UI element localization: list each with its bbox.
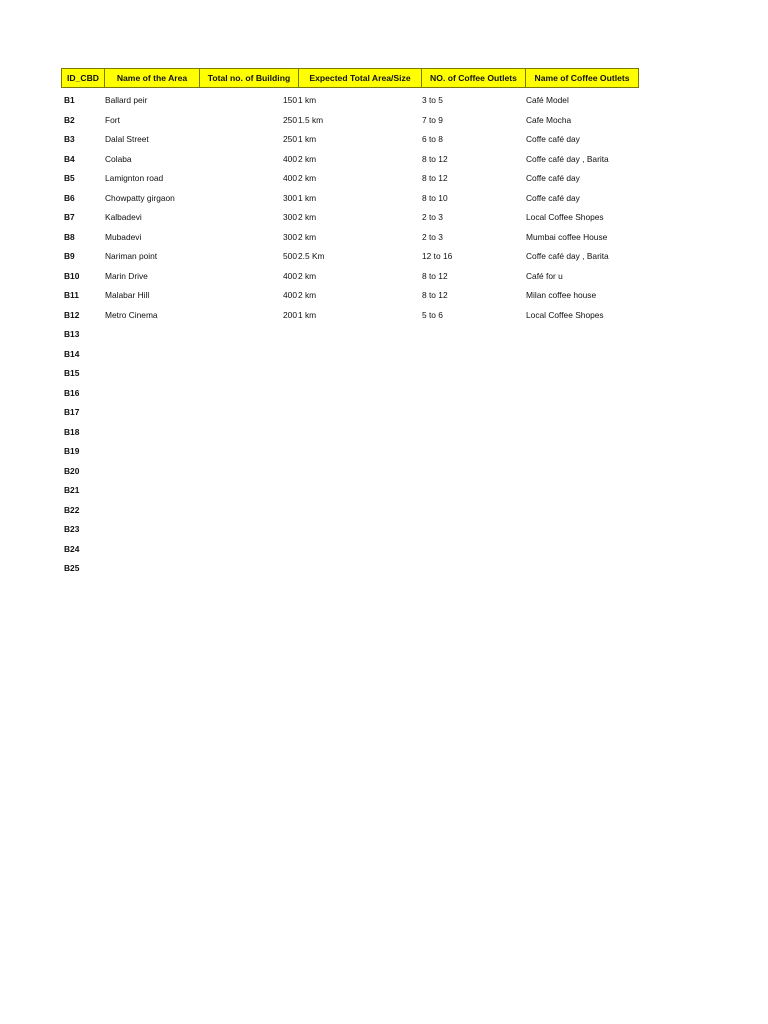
table-row (61, 559, 639, 579)
cell-expected-size: 2 km (298, 153, 317, 164)
table-body (61, 91, 639, 579)
spreadsheet-table (61, 68, 639, 579)
cell-area-name: Marin Drive (105, 270, 148, 281)
cell-total-buildings: 400 (283, 153, 297, 164)
cell-coffee-outlet-count (421, 501, 525, 521)
cell-expected-size (298, 423, 421, 443)
cell-id: B9 (64, 251, 75, 261)
cell-id: B15 (64, 368, 80, 378)
cell-total-buildings (199, 345, 298, 365)
cell-expected-size (298, 520, 421, 540)
cell-id: B24 (64, 543, 80, 554)
cell-area-name (104, 403, 199, 423)
cell-coffee-outlet-names: Coffe café day (526, 192, 580, 203)
cell-coffee-outlet-names (525, 345, 639, 365)
cell-coffee-outlet-count: 3 to 5 (422, 95, 443, 105)
table-row (61, 208, 639, 228)
cell-area-name: Chowpatty girgaon (105, 192, 175, 203)
cell-id: B2 (64, 114, 75, 125)
cell-area-name: Ballard peir (105, 95, 148, 105)
cell-coffee-outlet-names (525, 501, 639, 521)
table-row (61, 306, 639, 326)
cell-coffee-outlet-count: 7 to 9 (422, 114, 443, 125)
table-row (61, 150, 639, 170)
cell-area-name: Fort (105, 114, 120, 125)
cell-area-name: Malabar Hill (105, 290, 150, 300)
cell-coffee-outlet-names: Coffe café day (526, 134, 580, 144)
cell-coffee-outlet-names (525, 559, 639, 579)
cell-coffee-outlet-names (525, 462, 639, 482)
cell-expected-size (298, 462, 421, 482)
cell-area-name (104, 559, 199, 579)
cell-coffee-outlet-count: 8 to 12 (422, 270, 448, 281)
cell-total-buildings (199, 325, 298, 345)
cell-area-name: Dalal Street (105, 134, 149, 144)
header-coffee-outlet-count: NO. of Coffee Outlets (421, 69, 525, 87)
cell-area-name: Metro Cinema (105, 309, 158, 320)
cell-total-buildings (199, 501, 298, 521)
cell-id: B14 (64, 348, 80, 359)
cell-coffee-outlet-names (525, 481, 639, 501)
table-row (61, 286, 639, 306)
cell-total-buildings (199, 520, 298, 540)
cell-total-buildings: 400 (283, 173, 297, 183)
cell-coffee-outlet-count: 5 to 6 (422, 309, 443, 320)
cell-id: B11 (64, 290, 79, 300)
cell-area-name (104, 442, 199, 462)
table-row (61, 345, 639, 365)
table-row (61, 91, 639, 111)
cell-total-buildings: 300 (283, 192, 297, 203)
cell-coffee-outlet-count (421, 559, 525, 579)
header-area-name: Name of the Area (104, 69, 199, 87)
cell-expected-size: 2 km (298, 290, 317, 300)
table-row (61, 267, 639, 287)
cell-area-name (104, 384, 199, 404)
header-expected-area-size: Expected Total Area/Size (298, 69, 421, 87)
cell-coffee-outlet-names (525, 384, 639, 404)
cell-expected-size: 2.5 Km (298, 251, 325, 261)
cell-coffee-outlet-count (421, 520, 525, 540)
header-coffee-outlet-names: Name of Coffee Outlets (525, 69, 639, 87)
cell-expected-size (298, 364, 421, 384)
table-row (61, 423, 639, 443)
cell-expected-size (298, 345, 421, 365)
table-row (61, 442, 639, 462)
cell-coffee-outlet-names: Coffe café day (526, 173, 580, 183)
cell-coffee-outlet-count (421, 462, 525, 482)
cell-total-buildings: 300 (283, 212, 297, 222)
cell-total-buildings: 150 (283, 95, 297, 105)
cell-area-name (104, 540, 199, 560)
cell-coffee-outlet-names (525, 423, 639, 443)
cell-expected-size: 2 km (298, 173, 317, 183)
cell-total-buildings (199, 423, 298, 443)
cell-coffee-outlet-count: 8 to 10 (422, 192, 448, 203)
cell-total-buildings (199, 540, 298, 560)
cell-coffee-outlet-count (421, 364, 525, 384)
table-header-row (61, 68, 639, 88)
table-row (61, 111, 639, 131)
cell-expected-size: 2 km (298, 212, 317, 222)
cell-total-buildings: 400 (283, 290, 297, 300)
cell-area-name: Lamignton road (105, 173, 164, 183)
cell-area-name (104, 520, 199, 540)
cell-id: B23 (64, 524, 80, 534)
table-row (61, 481, 639, 501)
cell-total-buildings (199, 403, 298, 423)
cell-expected-size: 2 km (298, 270, 317, 281)
table-row (61, 130, 639, 150)
cell-expected-size: 1 km (298, 134, 317, 144)
cell-area-name: Kalbadevi (105, 212, 142, 222)
cell-id: B13 (64, 329, 80, 339)
cell-total-buildings (199, 481, 298, 501)
cell-coffee-outlet-count (421, 325, 525, 345)
cell-area-name: Colaba (105, 153, 132, 164)
table-row (61, 247, 639, 267)
cell-coffee-outlet-count (421, 345, 525, 365)
table-row (61, 462, 639, 482)
cell-area-name (104, 462, 199, 482)
cell-expected-size: 1.5 km (298, 114, 324, 125)
cell-coffee-outlet-names (525, 364, 639, 384)
table-row (61, 403, 639, 423)
cell-id: B6 (64, 192, 75, 203)
cell-coffee-outlet-count: 8 to 12 (422, 173, 448, 183)
cell-coffee-outlet-names: Mumbai coffee House (526, 231, 608, 242)
cell-coffee-outlet-count (421, 540, 525, 560)
table-row (61, 228, 639, 248)
cell-total-buildings: 250 (283, 114, 297, 125)
cell-expected-size (298, 540, 421, 560)
cell-expected-size: 1 km (298, 192, 317, 203)
table-row (61, 189, 639, 209)
cell-area-name (104, 345, 199, 365)
cell-expected-size (298, 559, 421, 579)
cell-coffee-outlet-count: 8 to 12 (422, 290, 448, 300)
cell-coffee-outlet-names (525, 520, 639, 540)
cell-area-name (104, 423, 199, 443)
cell-id: B22 (64, 504, 80, 515)
cell-total-buildings (199, 364, 298, 384)
header-id-cbd: ID_CBD (61, 69, 104, 87)
cell-coffee-outlet-count: 12 to 16 (422, 251, 453, 261)
cell-coffee-outlet-count: 2 to 3 (422, 231, 443, 242)
cell-total-buildings (199, 559, 298, 579)
cell-coffee-outlet-names (525, 442, 639, 462)
cell-id: B4 (64, 153, 75, 164)
cell-total-buildings: 200 (283, 309, 297, 320)
cell-total-buildings: 500 (283, 251, 297, 261)
cell-id: B25 (64, 563, 80, 573)
cell-coffee-outlet-count: 6 to 8 (422, 134, 443, 144)
cell-coffee-outlet-names: Cafe Mocha (526, 114, 572, 125)
cell-id: B1 (64, 95, 75, 105)
cell-expected-size: 1 km (298, 95, 317, 105)
cell-area-name (104, 501, 199, 521)
cell-coffee-outlet-count (421, 442, 525, 462)
header-total-buildings: Total no. of Building (199, 69, 298, 87)
cell-id: B19 (64, 446, 80, 456)
cell-expected-size (298, 481, 421, 501)
cell-expected-size (298, 442, 421, 462)
cell-total-buildings (199, 442, 298, 462)
cell-total-buildings: 250 (283, 134, 297, 144)
table-row (61, 501, 639, 521)
cell-id: B3 (64, 134, 75, 144)
cell-coffee-outlet-count (421, 423, 525, 443)
cell-id: B17 (64, 407, 80, 417)
cell-id: B21 (64, 485, 80, 495)
cell-id: B16 (64, 387, 80, 398)
cell-id: B8 (64, 231, 75, 242)
cell-id: B7 (64, 212, 75, 222)
table-row (61, 520, 639, 540)
cell-expected-size: 2 km (298, 231, 317, 242)
cell-coffee-outlet-names: Coffe café day , Barita (526, 153, 609, 164)
cell-expected-size: 1 km (298, 309, 317, 320)
cell-coffee-outlet-count (421, 481, 525, 501)
cell-coffee-outlet-count (421, 403, 525, 423)
cell-coffee-outlet-count: 8 to 12 (422, 153, 448, 164)
cell-coffee-outlet-names: Local Coffee Shopes (526, 309, 604, 320)
cell-coffee-outlet-names: Café Model (526, 95, 569, 105)
table-row (61, 169, 639, 189)
table-row (61, 540, 639, 560)
cell-id: B10 (64, 270, 80, 281)
cell-coffee-outlet-count: 2 to 3 (422, 212, 443, 222)
cell-area-name: Nariman point (105, 251, 158, 261)
cell-area-name: Mubadevi (105, 231, 142, 242)
cell-area-name (104, 364, 199, 384)
cell-area-name (104, 325, 199, 345)
cell-expected-size (298, 325, 421, 345)
table-row (61, 384, 639, 404)
cell-expected-size (298, 384, 421, 404)
cell-total-buildings (199, 384, 298, 404)
cell-expected-size (298, 501, 421, 521)
cell-coffee-outlet-names: Coffe café day , Barita (526, 251, 609, 261)
cell-coffee-outlet-names (525, 403, 639, 423)
cell-coffee-outlet-count (421, 384, 525, 404)
cell-coffee-outlet-names (525, 325, 639, 345)
cell-id: B5 (64, 173, 75, 183)
cell-id: B18 (64, 426, 80, 437)
cell-coffee-outlet-names: Milan coffee house (526, 290, 597, 300)
cell-total-buildings (199, 462, 298, 482)
cell-coffee-outlet-names: Local Coffee Shopes (526, 212, 604, 222)
table-row (61, 325, 639, 345)
cell-coffee-outlet-names (525, 540, 639, 560)
cell-id: B12 (64, 309, 80, 320)
cell-coffee-outlet-names: Café for u (526, 270, 563, 281)
cell-total-buildings: 400 (283, 270, 297, 281)
cell-id: B20 (64, 465, 80, 476)
cell-expected-size (298, 403, 421, 423)
cell-total-buildings: 300 (283, 231, 297, 242)
cell-area-name (104, 481, 199, 501)
table-row (61, 364, 639, 384)
